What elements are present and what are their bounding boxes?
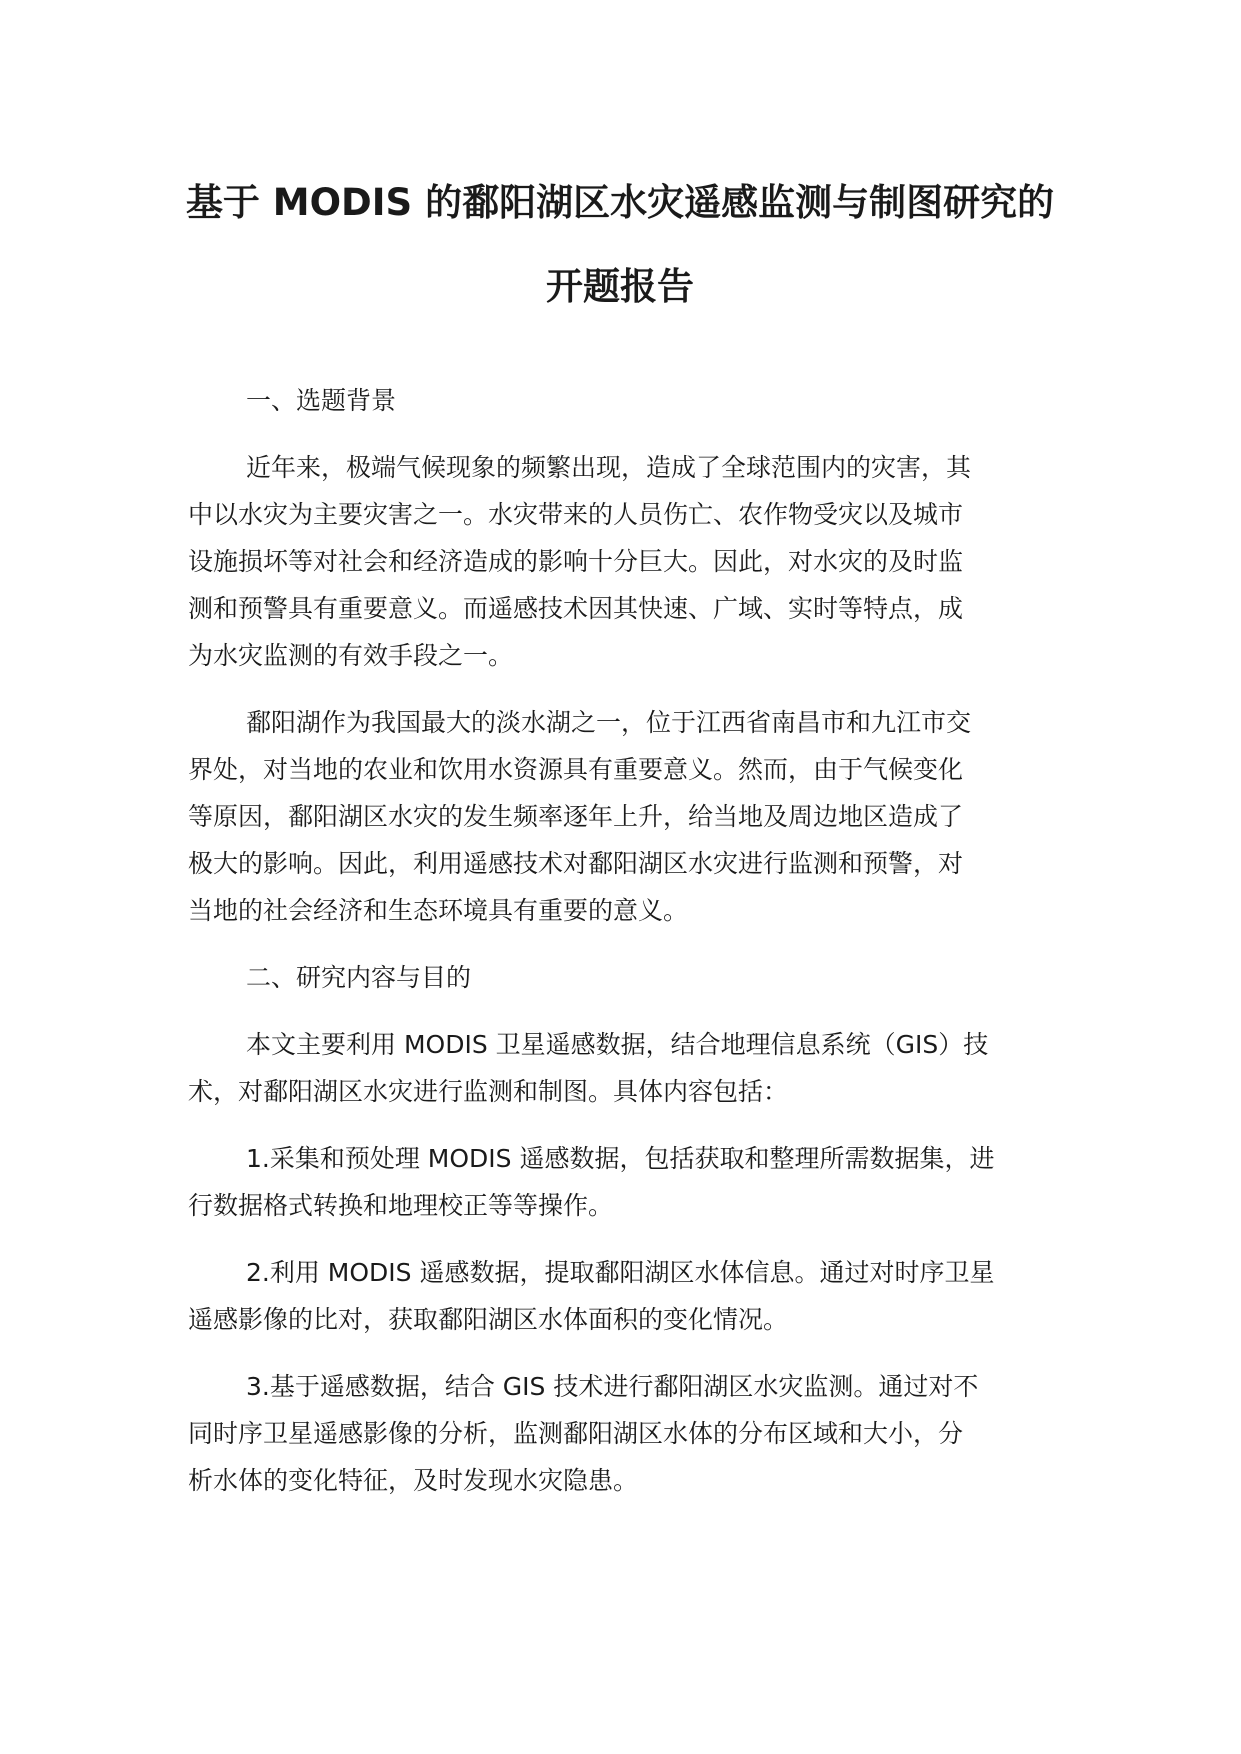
paragraph-line: 术，对鄱阳湖区水灾进行监测和制图。具体内容包括： xyxy=(188,1077,789,1106)
paragraph-content-1 xyxy=(188,1021,1053,1115)
paragraph-line: 鄱阳湖作为我国最大的淡水湖之一，位于江西省南昌市和九江市交 xyxy=(246,708,972,737)
paragraph-line: 测和预警具有重要意义。而遥感技术因其快速、广域、实时等特点，成 xyxy=(188,594,964,623)
heading-text: 二、研究内容与目的 xyxy=(246,963,472,992)
paragraph-line: 为水灾监测的有效手段之一。 xyxy=(188,641,514,670)
paragraph-line: 设施损坏等对社会和经济造成的影响十分巨大。因此，对水灾的及时监 xyxy=(188,547,964,576)
paragraph-line: 1.采集和预处理 MODIS 遥感数据，包括获取和整理所需数据集，进 xyxy=(246,1144,995,1173)
paragraph-line: 本文主要利用 MODIS 卫星遥感数据，结合地理信息系统（GIS）技 xyxy=(246,1030,989,1059)
heading-text: 一、选题背景 xyxy=(246,386,397,415)
paragraph-line: 等原因，鄱阳湖区水灾的发生频率逐年上升，给当地及周边地区造成了 xyxy=(188,802,964,831)
paragraph-line: 行数据格式转换和地理校正等等操作。 xyxy=(188,1191,614,1220)
list-item-3 xyxy=(188,1363,1053,1504)
paragraph-line: 2.利用 MODIS 遥感数据，提取鄱阳湖区水体信息。通过对时序卫星 xyxy=(246,1258,995,1287)
list-item-2 xyxy=(188,1249,1053,1343)
document-title-line-2: 开题报告 xyxy=(546,265,694,308)
paragraph-background-2 xyxy=(188,699,1053,934)
paragraph-line: 同时序卫星遥感影像的分析，监测鄱阳湖区水体的分布区域和大小，分 xyxy=(188,1419,964,1448)
document-body xyxy=(188,377,1053,1504)
paragraph-background-1 xyxy=(188,444,1053,679)
section-heading-background xyxy=(188,377,1053,424)
list-item-1 xyxy=(188,1135,1053,1229)
paragraph-line: 中以水灾为主要灾害之一。水灾带来的人员伤亡、农作物受灾以及城市 xyxy=(188,500,964,529)
section-heading-content xyxy=(188,954,1053,1001)
paragraph-line: 近年来，极端气候现象的频繁出现，造成了全球范围内的灾害，其 xyxy=(246,453,972,482)
paragraph-line: 界处，对当地的农业和饮用水资源具有重要意义。然而，由于气候变化 xyxy=(188,755,964,784)
paragraph-line: 3.基于遥感数据，结合 GIS 技术进行鄱阳湖区水灾监测。通过对不 xyxy=(246,1372,979,1401)
paragraph-line: 析水体的变化特征，及时发现水灾隐患。 xyxy=(188,1466,639,1495)
document-title-line-1: 基于 MODIS 的鄱阳湖区水灾遥感监测与制图研究的 xyxy=(185,181,1055,224)
paragraph-line: 极大的影响。因此，利用遥感技术对鄱阳湖区水灾进行监测和预警，对 xyxy=(188,849,964,878)
paragraph-line: 遥感影像的比对，获取鄱阳湖区水体面积的变化情况。 xyxy=(188,1305,789,1334)
paragraph-line: 当地的社会经济和生态环境具有重要的意义。 xyxy=(188,896,689,925)
